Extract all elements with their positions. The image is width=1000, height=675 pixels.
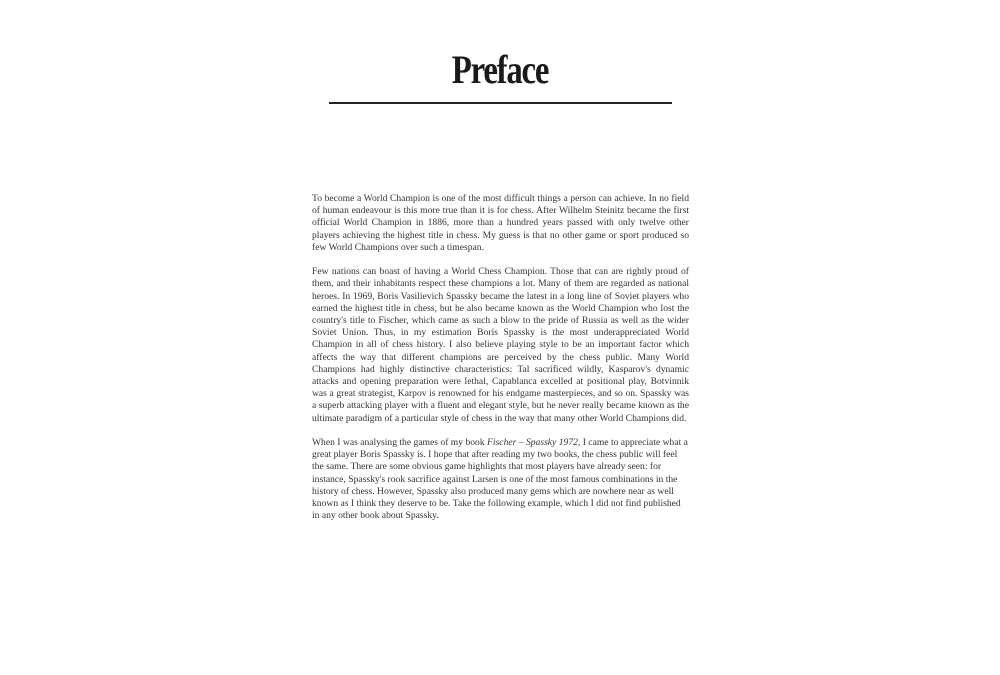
paragraph-3 [312, 437, 689, 522]
paragraph-1: To become a World Champion is one of the most difficult things a person can achieve. In no field of human endeavour is this more true than it is for chess. After Wilhelm Steinitz became the first official World Champion in 1886, more than a hundred years passed with only twelve other players achieving the highest title in chess. My guess is that no other game or sport produced so few World Champions over such a timespan. [312, 193, 689, 253]
paragraph-3-before: When I was analysing the games of my book [312, 437, 488, 449]
title-underline-rule [329, 102, 672, 104]
book-title-reference: Fischer – Spassky 1972 [487, 437, 578, 449]
preface-body [312, 193, 689, 535]
paragraph-3-after: , I came to appreciate what a great player Boris Spassky is. I hope that after reading my two books, the chess public will feel the same. There are some obvious game highlights that most players have already seen: for instance, Spassky's rook sacrifice against Larsen is one of the most famous combinations in the history of chess. However, Spassky also produced many gems which are nowhere near as well known as I think they deserve to be. Take the following example, which I did not find published in any other book about Spassky. [312, 437, 688, 522]
paragraph-2: Few nations can boast of having a World Chess Champion. Those that can are rightly proud of them, and their inhabitants respect these champions a lot. Many of them are regarded as national heroes. In 1969, Boris Vasilievich Spassky became the latest in a long line of Soviet players who earned the highest title in chess, but he also became known as the World Champion who lost the country's title to Fischer, which came as such a blow to the pride of Russia as well as the wider Soviet Union. Thus, in my estimation Boris Spassky is the most underappreciated World Champion in all of chess history. I also believe playing style to be an important factor which affects the way that different champions are perceived by the chess public. Many World Champions had highly distinctive characteristics: Tal sacrificed wildly, Kasparov's dynamic attacks and opening preparation were lethal, Capablanca excelled at positional play, Botvinnik was a great strategist, Karpov is renowned for his endgame masterpieces, and so on. Spassky was a superb attacking player with a fluent and elegant style, but he never really became known as the ultimate paradigm of a particular style of chess in the way that many other World Champions did. [312, 266, 689, 424]
page-title: Preface [451, 47, 549, 92]
